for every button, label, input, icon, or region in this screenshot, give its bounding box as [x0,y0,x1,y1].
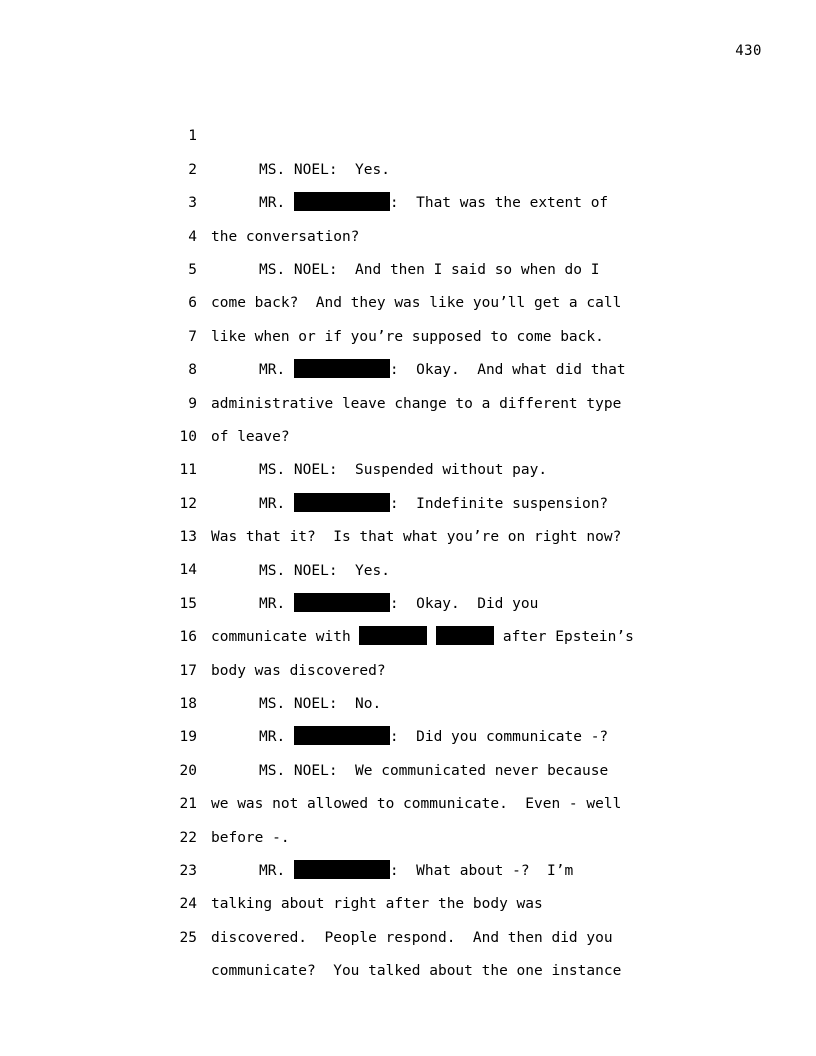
line-number: 18 [179,696,197,713]
line-text: MS. NOEL: No. [259,696,382,713]
line-number: 8 [188,362,197,379]
line-text: Was that it? Is that what you’re on right now? [211,529,622,546]
speech-text: communicate with [211,629,360,646]
line-text: talking about right after the body was [211,896,543,913]
line-number: 1 [188,128,197,145]
line-text: we was not allowed to communicate. Even - well [211,796,622,813]
line-text: discovered. People respond. And then did you [211,929,613,946]
line-number: 13 [179,529,197,546]
speech-text: : Okay. Did you [389,595,539,612]
line-text: before -. [211,829,290,846]
speaker-prefix: MR. [259,362,294,379]
speech-text: after Epstein’s [494,629,634,646]
line-number: 4 [188,228,197,245]
line-text: MS. NOEL: We communicated never because [259,762,609,779]
line-text: the conversation? [211,228,360,245]
line-number: 5 [188,261,197,278]
line-number: 11 [179,462,197,479]
line-text: MS. NOEL: Suspended without pay. [259,462,548,479]
speech-text: : Did you communicate -? [389,729,609,746]
line-number: 22 [179,829,197,846]
line-text: MS. NOEL: Yes. [259,161,390,178]
line-number: 17 [179,662,197,679]
line-text: like when or if you’re supposed to come back. [211,328,604,345]
line-number: 15 [179,595,197,612]
line-number: 19 [179,729,197,746]
line-number: 14 [179,562,197,579]
line-number: 2 [188,161,197,178]
line-number: 10 [179,428,197,445]
line-number: 20 [179,762,197,779]
speech-text: : That was the extent of [389,195,609,212]
line-text: MS. NOEL: And then I said so when do I [259,261,600,278]
line-text: body was discovered? [211,662,386,679]
line-number: 25 [179,929,197,946]
line-text: MS. NOEL: Yes. [259,562,390,579]
page-number: 430 [735,43,762,59]
line-number: 9 [188,395,197,412]
line-number: 21 [179,796,197,813]
line-number: 12 [179,495,197,512]
speech-text: : What about -? I’m [389,863,574,880]
speaker-prefix: MR. [259,863,294,880]
line-number: 24 [179,896,197,913]
transcript-line [0,87,816,178]
line-number: 23 [179,863,197,879]
speech-text: : Okay. And what did that [389,362,626,379]
line-number: 6 [188,295,197,312]
line-text: communicate? You talked about the one instance [211,963,622,980]
line-text: of leave? [211,428,290,445]
transcript-body [0,87,816,980]
line-number: 7 [188,328,197,345]
line-text: administrative leave change to a different type [211,395,622,412]
speaker-prefix: MR. [259,729,294,746]
speech-text: : Indefinite suspension? [389,495,609,512]
line-number: 16 [179,629,197,646]
speaker-prefix: MR. [259,195,294,212]
line-number: 3 [188,195,197,212]
speaker-prefix: MR. [259,595,294,612]
speaker-prefix: MR. [259,495,294,512]
line-text: come back? And they was like you’ll get a call [211,295,622,312]
